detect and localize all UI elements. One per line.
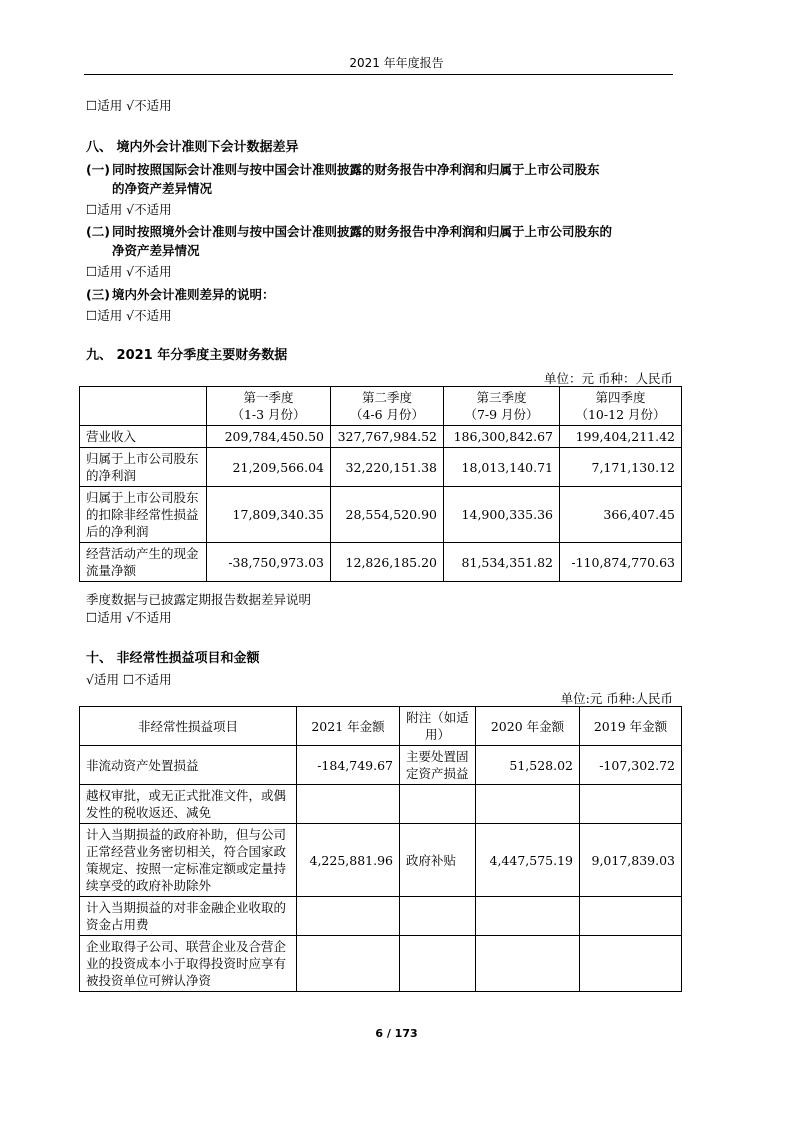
quarterly-unit-label: 单位：元 币种：人民币 — [544, 371, 673, 386]
header-q3-line1: 第三季度 — [476, 390, 527, 405]
item-label: 越权审批，或无正式批准文件，或偶发性的税收返还、减免 — [80, 785, 297, 824]
value-2020: 4,447,575.19 — [476, 824, 580, 897]
value-2020: 51,528.02 — [476, 746, 580, 785]
table-row — [80, 543, 682, 582]
value-2019: 9,017,839.03 — [580, 824, 682, 897]
item-label: 计入当期损益的政府补助，但与公司正常经营业务密切相关，符合国家政策规定、按照一定标准定额或定量持续享受的政府补助除外 — [80, 824, 297, 897]
value-2020 — [476, 897, 580, 936]
table-row — [80, 426, 682, 448]
cell-value: 12,826,185.20 — [331, 543, 444, 582]
cell-value: -38,750,973.03 — [207, 543, 331, 582]
nonrecurring-unit-label: 单位:元 币种:人民币 — [560, 691, 673, 706]
value-2019: -107,302.72 — [580, 746, 682, 785]
header-item: 非经常性损益项目 — [80, 707, 297, 746]
cell-value: 186,300,842.67 — [444, 426, 560, 448]
section-10-applicability-option: √适用 ☐不适用 — [86, 672, 172, 687]
sub1-applicability-option: ☐适用 √不适用 — [86, 202, 172, 217]
row-label: 归属于上市公司股东的扣除非经常性损益后的净利润 — [80, 487, 207, 543]
cell-value: 81,534,351.82 — [444, 543, 560, 582]
sub2-applicability-option: ☐适用 √不适用 — [86, 264, 172, 279]
header-2021: 2021 年金额 — [297, 707, 400, 746]
item-label: 企业取得子公司、联营企业及合营企业的投资成本小于取得投资时应享有被投资单位可辨认净资 — [80, 936, 297, 992]
cell-value: 28,554,520.90 — [331, 487, 444, 543]
header-q1 — [207, 387, 331, 426]
table-header-row — [80, 707, 682, 746]
top-applicability-option: ☐适用 √不适用 — [86, 98, 172, 113]
table-header-row — [80, 387, 682, 426]
cell-value: 14,900,335.36 — [444, 487, 560, 543]
cell-value: 32,220,151.38 — [331, 448, 444, 487]
value-2021 — [297, 785, 400, 824]
note-cell — [400, 785, 476, 824]
header-q4 — [560, 387, 682, 426]
note-cell: 主要处置固定资产损益 — [400, 746, 476, 785]
row-label: 营业收入 — [80, 426, 207, 448]
value-2021 — [297, 897, 400, 936]
sub3-line1: 境内外会计准则差异的说明： — [112, 287, 275, 302]
row-label: 经营活动产生的现金流量净额 — [80, 543, 207, 582]
header-2020: 2020 年金额 — [476, 707, 580, 746]
cell-value: 21,209,566.04 — [207, 448, 331, 487]
value-2019 — [580, 936, 682, 992]
value-2019 — [580, 785, 682, 824]
item-label: 非流动资产处置损益 — [80, 746, 297, 785]
header-q3-line2: （7-9 月份） — [464, 407, 539, 422]
note-cell — [400, 936, 476, 992]
value-2021: 4,225,881.96 — [297, 824, 400, 897]
cell-value: 17,809,340.35 — [207, 487, 331, 543]
cell-value: 7,171,130.12 — [560, 448, 682, 487]
cell-value: -110,874,770.63 — [560, 543, 682, 582]
table-row — [80, 824, 682, 897]
sub1-line2: 的净资产差异情况 — [112, 181, 213, 196]
cell-value: 18,013,140.71 — [444, 448, 560, 487]
header-q2-line1: 第二季度 — [361, 390, 412, 405]
section-9-title: 九、 2021 年分季度主要财务数据 — [86, 348, 288, 363]
value-2020 — [476, 936, 580, 992]
quarterly-diff-option: ☐适用 √不适用 — [86, 610, 172, 625]
header-q4-line2: （10-12 月份） — [575, 407, 666, 422]
table-row — [80, 487, 682, 543]
section-10-title: 十、 非经常性损益项目和金额 — [86, 651, 260, 666]
table-row — [80, 448, 682, 487]
quarterly-diff-note: 季度数据与已披露定期报告数据差异说明 — [86, 592, 312, 607]
header-q1-line2: （1-3 月份） — [231, 407, 306, 422]
section-8-sub3 — [86, 285, 686, 304]
table-row — [80, 936, 682, 992]
header-q2-line2: （4-6 月份） — [349, 407, 425, 422]
value-2021 — [297, 936, 400, 992]
table-row — [80, 785, 682, 824]
cell-value: 327,767,984.52 — [331, 426, 444, 448]
quarterly-financial-table — [79, 386, 682, 582]
value-2020 — [476, 785, 580, 824]
value-2019 — [580, 897, 682, 936]
sub1-number: (一) — [86, 162, 110, 177]
section-8-sub1 — [86, 160, 686, 198]
table-row — [80, 897, 682, 936]
header-q2 — [331, 387, 444, 426]
header-blank-cell — [80, 387, 207, 426]
table-row — [80, 746, 682, 785]
section-8-sub2 — [86, 222, 686, 260]
sub2-line1: 同时按照境外会计准则与按中国会计准则披露的财务报告中净利润和归属于上市公司股东的 — [112, 224, 613, 239]
header-q1-line1: 第一季度 — [243, 390, 294, 405]
value-2021: -184,749.67 — [297, 746, 400, 785]
note-cell — [400, 897, 476, 936]
sub1-line1: 同时按照国际会计准则与按中国会计准则披露的财务报告中净利润和归属于上市公司股东 — [112, 162, 600, 177]
header-note: 附注（如适用） — [400, 707, 476, 746]
header-q4-line1: 第四季度 — [595, 390, 646, 405]
cell-value: 199,404,211.42 — [560, 426, 682, 448]
section-8-title: 八、 境内外会计准则下会计数据差异 — [86, 140, 299, 155]
sub3-number: (三) — [86, 287, 110, 302]
header-q3 — [444, 387, 560, 426]
item-label: 计入当期损益的对非金融企业收取的资金占用费 — [80, 897, 297, 936]
header-2019: 2019 年金额 — [580, 707, 682, 746]
row-label: 归属于上市公司股东的净利润 — [80, 448, 207, 487]
nonrecurring-items-table — [79, 706, 682, 992]
sub3-applicability-option: ☐适用 √不适用 — [86, 308, 172, 323]
header-divider — [84, 74, 673, 75]
sub2-number: (二) — [86, 224, 110, 239]
cell-value: 209,784,450.50 — [207, 426, 331, 448]
page-header-title: 2021 年年度报告 — [349, 56, 444, 70]
note-cell: 政府补贴 — [400, 824, 476, 897]
sub2-line2: 净资产差异情况 — [112, 243, 200, 258]
page-number: 6 / 173 — [375, 1027, 418, 1040]
cell-value: 366,407.45 — [560, 487, 682, 543]
